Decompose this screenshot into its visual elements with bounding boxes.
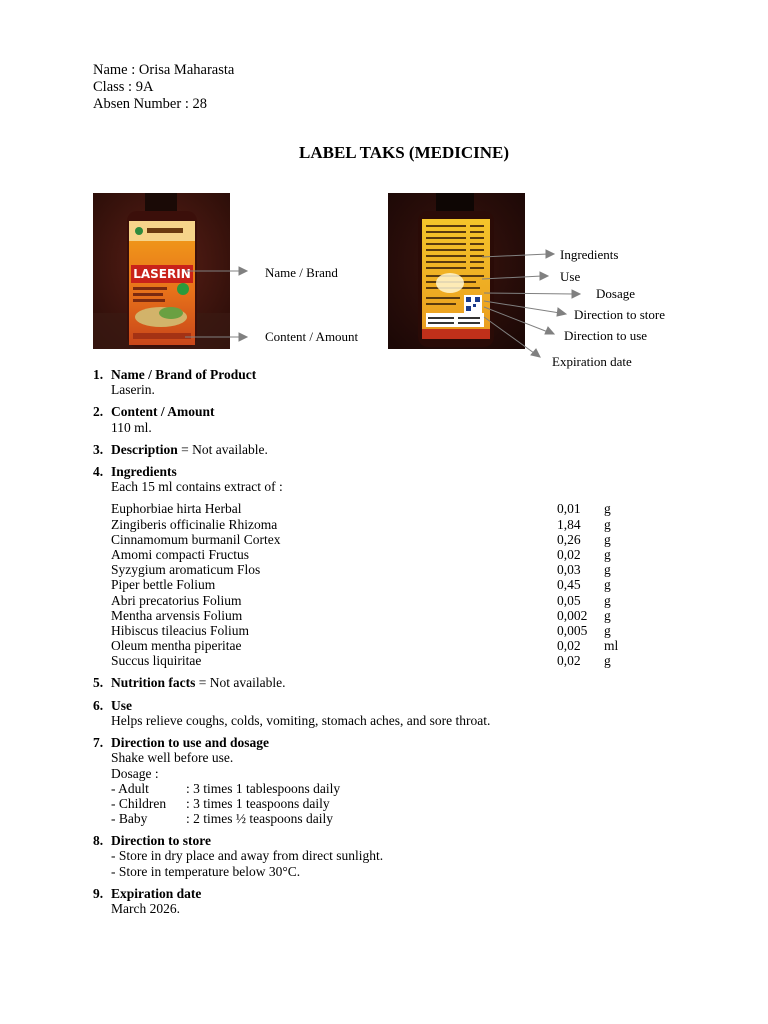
section-number: 9. <box>93 885 104 901</box>
ingredient-row <box>111 608 733 623</box>
ingredient-amount: 0,03 <box>557 562 581 578</box>
dosage-row <box>111 781 733 796</box>
section-number: 2. <box>93 404 104 420</box>
ingredient-name: Cinnamomum burmanil Cortex <box>111 531 281 547</box>
ingredient-name: Syzygium aromaticum Flos <box>111 562 261 578</box>
dosage-row <box>111 796 733 811</box>
label-name-brand: Name / Brand <box>265 265 338 280</box>
dosage-group: - Children <box>111 795 167 811</box>
ingredient-row <box>111 577 733 592</box>
section-heading: Direction to use and dosage <box>111 735 270 751</box>
dosage-heading: Dosage : <box>111 765 159 781</box>
ingredient-name: Abri precatorius Folium <box>111 592 242 608</box>
section-ingredients <box>93 464 733 668</box>
section-description <box>93 442 733 457</box>
label-expiration: Expiration date <box>552 354 632 369</box>
dosage-group: - Adult <box>111 780 149 796</box>
section-heading: Use <box>111 697 132 713</box>
section-text: March 2026. <box>111 901 180 917</box>
ingredient-row <box>111 532 733 547</box>
section-direction-store <box>93 833 733 879</box>
front-annotation-arrows <box>185 262 265 347</box>
ingredient-unit: g <box>604 577 611 593</box>
ingredient-name: Mentha arvensis Folium <box>111 607 243 623</box>
label-direction-store: Direction to store <box>574 307 665 322</box>
dosage-value: : 3 times 1 teaspoons daily <box>186 795 330 811</box>
section-text: - Store in temperature below 30°C. <box>111 863 301 879</box>
ingredient-unit: g <box>604 562 611 578</box>
ingredient-amount: 0,005 <box>557 622 588 638</box>
section-number: 4. <box>93 464 104 480</box>
section-expiration <box>93 886 733 916</box>
ingredient-row <box>111 562 733 577</box>
section-name-brand <box>93 367 733 397</box>
section-number: 1. <box>93 367 104 382</box>
ingredient-unit: g <box>604 653 611 669</box>
ingredient-unit: g <box>604 501 611 517</box>
ingredient-unit: g <box>604 622 611 638</box>
student-name: Name : Orisa Maharasta <box>93 62 235 78</box>
ingredient-row <box>111 501 733 516</box>
ingredient-amount: 0,002 <box>557 607 588 623</box>
ingredient-amount: 0,45 <box>557 577 581 593</box>
dosage-value: : 2 times ½ teaspoons daily <box>186 811 333 827</box>
section-number: 7. <box>93 735 104 751</box>
ingredients-table <box>111 501 733 668</box>
ingredient-amount: 0,02 <box>557 546 581 562</box>
ingredient-row <box>111 517 733 532</box>
dosage-row <box>111 811 733 826</box>
ingredient-name: Oleum mentha piperitae <box>111 638 242 654</box>
label-sections-list <box>93 367 733 916</box>
section-heading: Expiration date <box>111 885 202 901</box>
section-heading: Direction to store <box>111 833 211 849</box>
ingredient-name: Euphorbiae hirta Herbal <box>111 501 242 517</box>
ingredient-name: Amomi compacti Fructus <box>111 546 249 562</box>
ingredient-unit: g <box>604 592 611 608</box>
ingredient-name: Piper bettle Folium <box>111 577 216 593</box>
ingredient-amount: 0,01 <box>557 501 581 517</box>
section-number: 5. <box>93 675 104 691</box>
section-text: 110 ml. <box>111 419 152 435</box>
section-text: = Not available. <box>177 441 268 457</box>
ingredient-row <box>111 547 733 562</box>
ingredient-row <box>111 623 733 638</box>
section-number: 3. <box>93 441 104 457</box>
section-direction-use-dosage <box>93 735 733 826</box>
ingredient-name: Hibiscus tileacius Folium <box>111 622 249 638</box>
ingredient-unit: g <box>604 516 611 532</box>
section-text: = Not available. <box>195 675 286 691</box>
ingredient-unit: g <box>604 546 611 562</box>
section-nutrition-facts <box>93 675 733 690</box>
section-use <box>93 698 733 728</box>
brand-logo-text: LASERIN <box>133 267 191 281</box>
ingredient-row <box>111 638 733 653</box>
section-heading: Nutrition facts <box>111 675 196 691</box>
ingredient-unit: g <box>604 607 611 623</box>
ingredient-name: Succus liquiritae <box>111 653 202 669</box>
label-content-amount: Content / Amount <box>265 329 359 344</box>
section-heading: Description <box>111 441 178 457</box>
section-text: - Store in dry place and away from direct sunlight. <box>111 848 384 864</box>
absen-number: Absen Number : 28 <box>93 96 207 112</box>
student-class: Class : 9A <box>93 79 154 95</box>
section-content-amount <box>93 404 733 434</box>
ingredient-amount: 0,05 <box>557 592 581 608</box>
ingredient-amount: 0,02 <box>557 638 581 654</box>
ingredient-row <box>111 653 733 668</box>
section-heading: Name / Brand of Product <box>111 367 257 382</box>
label-ingredients: Ingredients <box>560 247 619 262</box>
section-text: Helps relieve coughs, colds, vomiting, stomach aches, and sore throat. <box>111 712 491 728</box>
label-dosage: Dosage <box>596 286 635 301</box>
ingredient-unit: ml <box>604 638 619 654</box>
label-direction-use: Direction to use <box>564 328 648 343</box>
ingredient-amount: 1,84 <box>557 516 581 532</box>
dosage-group: - Baby <box>111 811 148 827</box>
section-text: Laserin. <box>111 382 155 398</box>
dosage-value: : 3 times 1 tablespoons daily <box>186 780 341 796</box>
section-number: 6. <box>93 697 104 713</box>
ingredient-amount: 0,26 <box>557 531 581 547</box>
ingredient-amount: 0,02 <box>557 653 581 669</box>
label-use: Use <box>560 269 581 284</box>
section-text: Shake well before use. <box>111 750 234 766</box>
page-title: LABEL TAKS (MEDICINE) <box>298 143 510 162</box>
ingredients-intro: Each 15 ml contains extract of : <box>111 479 283 495</box>
section-heading: Ingredients <box>111 464 177 480</box>
ingredient-row <box>111 593 733 608</box>
section-heading: Content / Amount <box>111 404 215 420</box>
ingredient-name: Zingiberis officinalie Rhizoma <box>111 516 278 532</box>
ingredient-unit: g <box>604 531 611 547</box>
section-number: 8. <box>93 833 104 849</box>
